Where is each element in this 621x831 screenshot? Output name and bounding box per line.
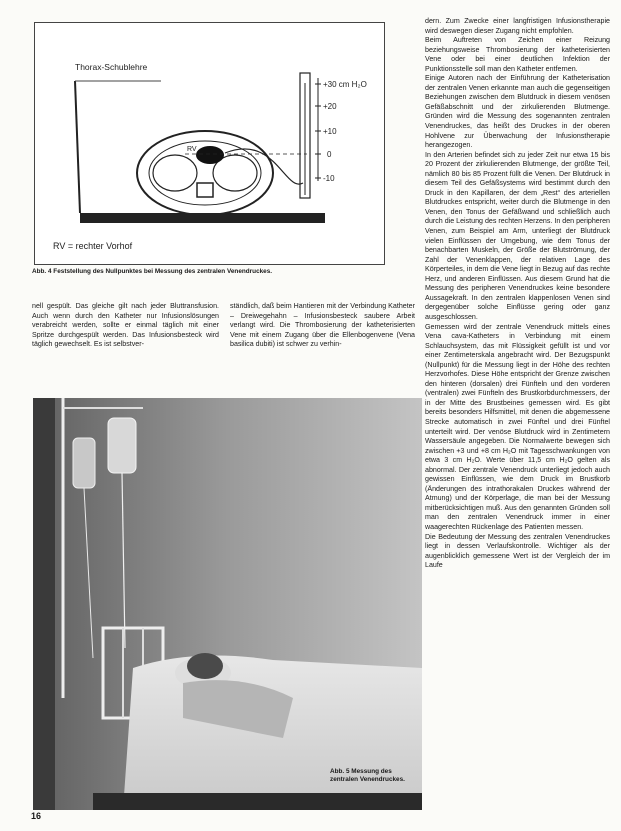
thorax-measurement-diagram [35,23,386,266]
page-number: 16 [31,811,42,821]
text-column-right [425,17,610,571]
figure-5-photo [33,398,422,810]
text-column-mid-left: nell gespült. Das gleiche gilt nach jeder Bluttransfusion. Auch wenn durch den Katheter nur Infusionslösungen verabreicht werden, sollte er einmal täglich mit einer Spritze durchgespült werden. Das Infusionsbesteck wird täglich gewechselt. Es ist selbstver- [32,302,219,349]
label-rv: RV [187,146,197,153]
thorax-outline [137,131,273,215]
paragraph: Einige Autoren nach der Einführung der Katheterisation der zentralen Venen erkannte man auch die gegenseitigen Beziehungen zwischen dem Blutdruck in diesem venösen Gefäßabschnitt und der zirkulierenden Blutmenge. Gründen wird die Messung des sogenannten zentralen Venendruckes, das heißt des Druckes in der oberen Hohlvene zur Überwachung der Infusionstherapie herangezogen. [425,74,610,150]
paragraph: Beim Auftreten von Zeichen einer Reizung beziehungsweise Thrombosierung der katheterisierten Vene oder bei einer deutlichen Infektion der Punktionsstelle soll man den Katheter entfernen. [425,36,610,73]
label-legend: RV = rechter Vorhof [53,241,133,251]
figure-5-caption: Abb. 5 Messung des zentralen Venendruckes. [330,768,405,783]
label-tick-minus-10: -10 [323,174,335,183]
label-cm-h2o: +30 cm H₂O [323,80,367,89]
label-tick-20: +20 [323,102,337,111]
paragraph: Gemessen wird der zentrale Venendruck mittels eines Vena cava-Katheters in Verbindung mit einem Schlauchsystem, das mit Flüssigkeit gefüllt ist und vor einer Zentimeterskala angebracht wird. Der Bezugspunkt (Nullpunkt) für die Messung liegt in der Höhe des rechten Herzvorhofes. Diese Höhe entspricht der Grenze zwischen den hinteren (dorsalen) drei Fünfteln und den vorderen (ventralen) zwei Fünfteln des Brustkorbdurchmessers, der in der Mitte des Brustbeines gemessen wird. Es gibt bereits besonders Hilfsmittel, mit denen die abgemessene Strecke automatisch in zwei Fünftel und drei Fünftel unterteilt wird. Der venöse Blutdruck wird in Zentimetern Wassersäule angegeben. Die Normalwerte bewegen sich zwischen +3 und +8 cm H₂O mit Tagesschwankungen von etwa 3 cm H₂O. Werte über 11,5 cm H₂O gelten als abnormal. Der zentrale Venendruck unterliegt jedoch auch gewissen Einflüssen, wie dem Druck im Brustkorb (Änderungen des intrathorakalen Druckes während der Atmung) und der Körperlage, die man bei der Messung mitberücksichtigen muß. Aus den genannten Gründen soll man den zentralen Venendruck immer in einer waagerechten Rückenlage des Patienten messen. [425,322,610,531]
spine [197,183,213,197]
patient-head [187,653,223,679]
infusion-bottle [108,418,136,473]
figure-4-diagram [34,22,385,265]
paragraph: dern. Zum Zwecke einer langfristigen Infusionstherapie wird deswegen dieser Zugang nicht empfohlen. [425,17,610,35]
right-atrium [196,146,224,164]
label-thorax-lehre: Thorax-Schublehre [75,62,148,72]
paragraph: Die Bedeutung der Messung des zentralen Venendruckes liegt in dessen Verlaufskontrolle. Wichtiger als der augenblicklich gemessene Wert ist der Vergleich der im Laufe [425,532,610,570]
figure-4-caption: Abb. 4 Feststellung des Nullpunktes bei Messung des zentralen Venendruckes. [32,268,273,275]
patient-photo-illustration [33,398,422,810]
text-column-mid-right: ständlich, daß beim Hantieren mit der Verbindung Katheter – Dreiwegehahn – Infusionsbesteck saubere Arbeit verlangt wird. Die Thrombosierung der katheterisierten Vene mit einem Zugang über die Ellenbogenvene (Vena basilica dubiti) ist schwer zu verhin- [230,302,415,349]
label-tick-10: +10 [323,127,337,136]
infusion-bottle [73,438,95,488]
label-tick-0: 0 [327,150,332,159]
left-lung [153,155,197,191]
paragraph: In den Arterien befindet sich zu jeder Zeit nur etwa 15 bis 20 Prozent der zirkulierenden Blutmenge, der größte Teil, nämlich 80 bis 85 Prozent füllt die Venen. Der Blutdruck in diesem Teil des Gefäßsystems wird bestimmt durch den Druck in den Kapillaren, der dem „Rest“ des arteriellen Blutdruckes entspricht, weiter durch die Blutmenge in den Venen, den Tonus der Gefäßwand und schließlich auch durch die Leistung des rechten Herzens. In den peripheren Venen, zum Beispiel am Arm, unterliegt der Blutdruck vielen Einflüssen der Umgebung, wie dem Tonus der benachbarten Muskeln, der Größe der Blutströmung, der Zahl der Venenklappen, der relativen Lage des Körperteiles, in dem die Vene liegt in Bezug auf das rechte Herz, und anderen Einflüssen. Aus diesem Grund hat die Messung des peripheren Venendruckes keine besondere Aussagekraft. In den zentralen klappenlosen Venen sind dergegenüber solche Einflüsse gering oder ganz ausgeschlossen. [425,150,610,321]
lehre-pointer [75,81,80,213]
